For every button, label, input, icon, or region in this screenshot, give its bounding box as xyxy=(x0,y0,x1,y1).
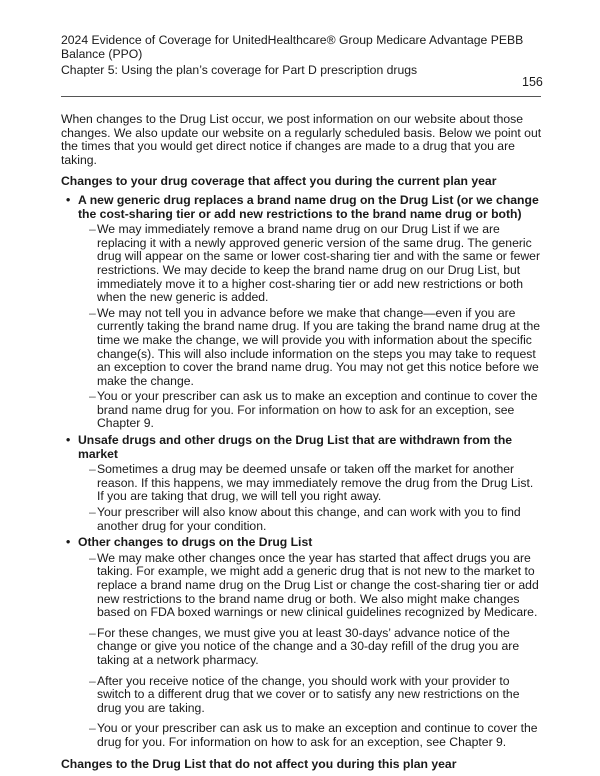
sub-item xyxy=(61,552,543,620)
sub-item-text: You or your prescriber can ask us to make an exception and continue to cover the drug for you. For information on how to ask for an exception, see Chapter 9. xyxy=(97,721,538,749)
sub-item xyxy=(61,506,543,533)
bullet-group xyxy=(61,536,543,749)
bullet-icon: • xyxy=(66,192,71,207)
sub-item-text: We may immediately remove a brand name drug on our Drug List if we are replacing it with a newly approved generic version of the same drug. The generic drug will appear on the same or lower cost-sharing tier and with the same or fewer restrictions. We may decide to keep the brand name drug on our Drug List, but immediately move it to a higher cost-sharing tier or add new restrictions or both when the new generic is added. xyxy=(97,222,541,305)
sub-item xyxy=(61,390,543,431)
dash-icon: – xyxy=(89,305,96,320)
dash-icon: – xyxy=(89,550,96,565)
sub-item xyxy=(61,223,543,305)
sub-item xyxy=(61,463,543,504)
bullet-title: Unsafe drugs and other drugs on the Drug List that are withdrawn from the market xyxy=(78,433,513,461)
page-number: 156 xyxy=(522,75,543,89)
section-heading: Changes to your drug coverage that affect you during the current plan year xyxy=(61,174,497,189)
dash-icon: – xyxy=(89,389,96,404)
bullet-group xyxy=(61,194,543,431)
page-header xyxy=(61,33,541,77)
page-body xyxy=(61,113,543,776)
dash-icon: – xyxy=(89,462,96,477)
sub-item-text: For these changes, we must give you at least 30-days’ advance notice of the change or give you notice of the change and a 30-day refill of the drug you are taking at a network pharmacy. xyxy=(97,625,520,667)
sub-item xyxy=(61,722,543,749)
bullet-title: Other changes to drugs on the Drug List xyxy=(78,535,313,550)
sub-item-text: After you receive notice of the change, you should work with your provider to switch to a different drug that we cover or to satisfy any new restrictions on the drug you are taking. xyxy=(97,673,520,715)
sub-item-text: We may not tell you in advance before we make that change—even if you are currently taking the brand name drug. If you are taking the brand name drug at the time we make the change, we will provide you with information about the specific change(s). This will also include information on the steps you may take to request an exception to cover the brand name drug. You may not get this notice before we make the change. xyxy=(97,305,541,388)
dash-icon: – xyxy=(89,222,96,237)
dash-icon: – xyxy=(89,721,96,736)
bullet-title: A new generic drug replaces a brand name drug on the Drug List (or we change the cost-sharing tier or add new restrictions to the brand name drug or both) xyxy=(78,192,539,221)
bullet-icon: • xyxy=(66,535,71,550)
bullet-item xyxy=(61,536,543,550)
sub-item xyxy=(61,307,543,389)
section-heading: Changes to the Drug List that do not affect you during this plan year xyxy=(61,756,457,771)
sub-item-text: Your prescriber will also know about this change, and can work with you to find another drug for your condition. xyxy=(97,505,521,533)
bullet-group xyxy=(61,434,543,533)
dash-icon: – xyxy=(89,505,96,520)
bullet-item xyxy=(61,194,543,221)
sub-item xyxy=(61,627,543,668)
chapter-title: Chapter 5: Using the plan’s coverage for Part D prescription drugs xyxy=(61,62,418,77)
header-divider xyxy=(61,96,541,97)
dash-icon: – xyxy=(89,625,96,640)
sub-item-text: You or your prescriber can ask us to make an exception and continue to cover the brand name drug for you. For information on how to ask for an exception, see Chapter 9. xyxy=(97,389,538,431)
sub-item xyxy=(61,675,543,716)
sub-item-text: Sometimes a drug may be deemed unsafe or taken off the market for another reason. If this happens, we may immediately remove the drug from the Drug List. If you are taking that drug, we will tell you right away. xyxy=(97,462,534,504)
bullet-icon: • xyxy=(66,433,71,448)
intro-paragraph: When changes to the Drug List occur, we post information on our website about those changes. We also update our website on a regularly scheduled basis. Below we point out the times that you would get direct notice if changes are made to a drug that you are taking. xyxy=(61,112,542,167)
document-title: 2024 Evidence of Coverage for UnitedHealthcare® Group Medicare Advantage PEBB Balance (PPO) xyxy=(61,33,524,62)
sub-item-text: We may make other changes once the year has started that affect drugs you are taking. For example, we might add a generic drug that is not new to the market to replace a brand name drug on the Drug List or change the cost-sharing tier or add new restrictions to the brand name drug or both. We also might make changes based on FDA boxed warnings or new clinical guidelines recognized by Medicare. xyxy=(97,550,539,620)
dash-icon: – xyxy=(89,673,96,688)
bullet-item xyxy=(61,434,543,461)
